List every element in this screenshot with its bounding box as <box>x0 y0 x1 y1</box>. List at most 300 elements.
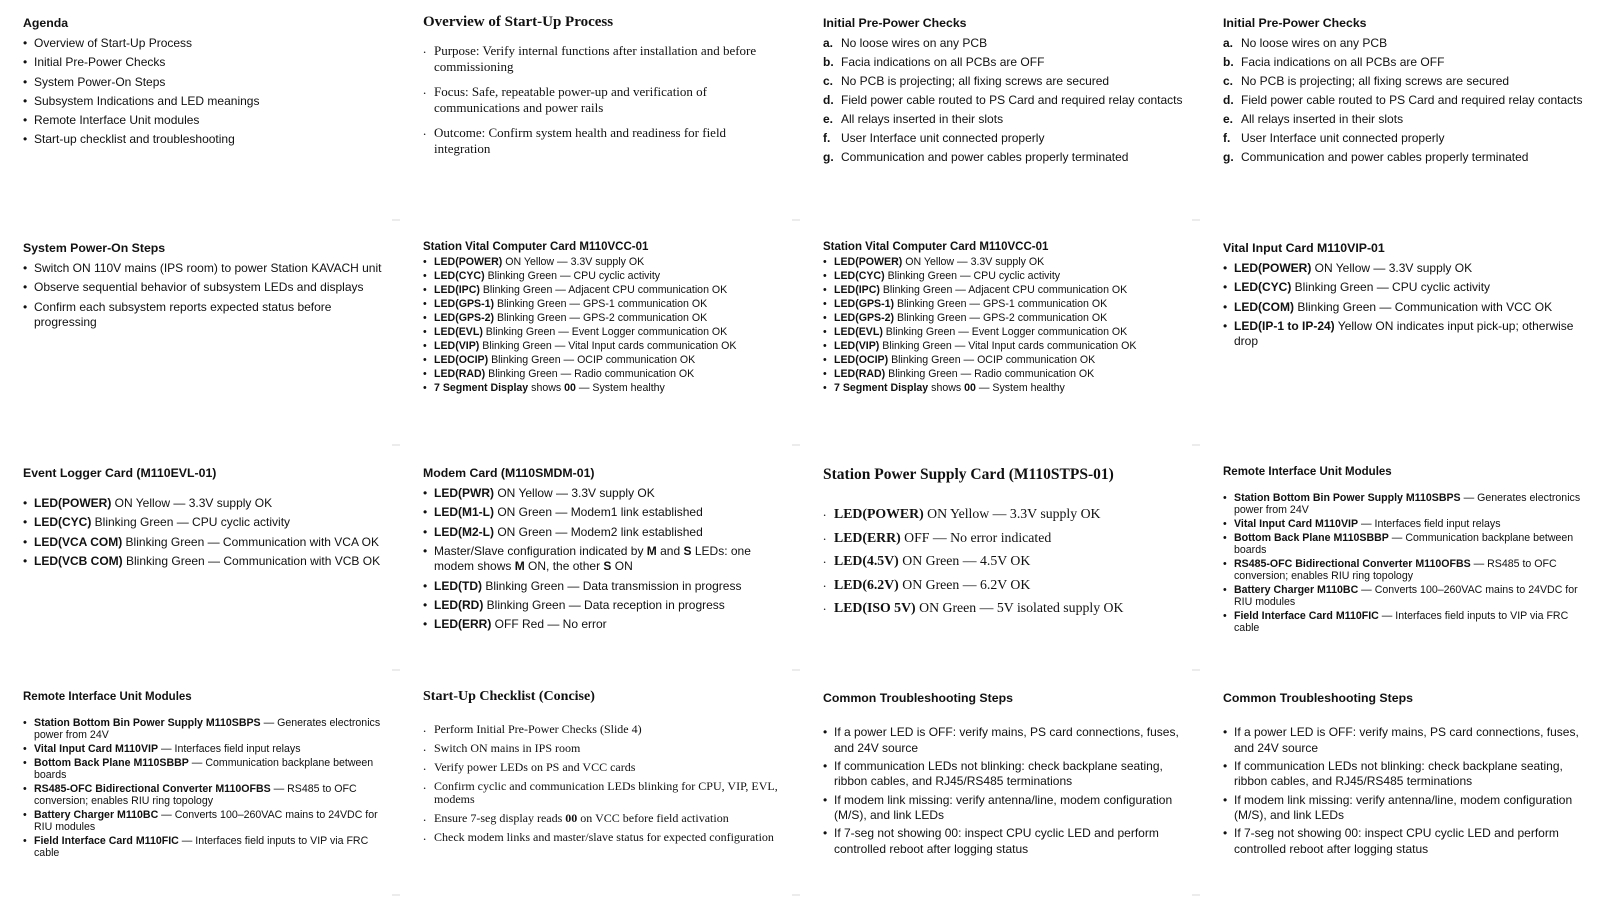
module-text: — Generates electronics power from 24V <box>1234 492 1581 516</box>
list-item <box>423 326 784 338</box>
list-item <box>423 812 784 825</box>
led-label: LED(POWER) <box>1234 261 1312 275</box>
item-text: on VCC before field activation <box>577 811 729 825</box>
list-item <box>823 553 1184 569</box>
list-item: • Overview of Start-Up Process <box>23 36 384 52</box>
modem-led-list <box>423 486 784 633</box>
slide-divider <box>1192 669 1200 671</box>
led-text: Blinking Green — CPU cyclic activity <box>484 270 661 282</box>
led-label: LED(4.5V) <box>834 553 899 568</box>
list-item <box>423 486 784 502</box>
slide-title: Overview of Start-Up Process <box>423 14 614 30</box>
list-item: • Observe sequential behavior of subsystem LEDs and displays <box>23 280 384 296</box>
list-item <box>423 598 784 614</box>
led-text: Blinking Green — CPU cyclic activity <box>1291 280 1491 295</box>
list-item <box>823 55 1184 71</box>
list-item: • Remote Interface Unit modules <box>23 113 384 129</box>
checklist-list <box>423 723 784 844</box>
led-text: Blinking Green — Event Logger communication OK <box>882 326 1128 338</box>
led-text: ON Yellow — 3.3V supply OK <box>902 256 1045 268</box>
item-letter: d. <box>1223 93 1234 107</box>
list-item <box>823 382 1184 394</box>
list-item <box>823 74 1184 90</box>
list-item <box>423 270 784 282</box>
list-item <box>823 326 1184 338</box>
list-item: • If 7-seg not showing 00: inspect CPU cyclic LED and perform controlled reboot after logging status <box>823 826 1184 857</box>
list-item <box>23 554 384 570</box>
module-text: — Interfaces field inputs to VIP via FRC cable <box>1234 610 1569 634</box>
led-label: LED(POWER) <box>434 256 503 268</box>
ms-slave: S <box>683 543 692 558</box>
item-text: All relays inserted in their slots <box>1241 112 1404 126</box>
list-item: . Check modem links and master/slave status for expected configuration <box>423 831 784 844</box>
list-item <box>823 131 1184 147</box>
slide-title: Station Vital Computer Card M110VCC-01 <box>823 241 1049 253</box>
slide-divider <box>792 219 800 221</box>
item-letter: e. <box>1223 112 1234 126</box>
slide-event-logger[interactable] <box>0 450 400 675</box>
module-label: Station Bottom Bin Power Supply M110SBPS <box>1234 492 1461 504</box>
list-item <box>823 530 1184 546</box>
list-item: . Confirm cyclic and communication LEDs blinking for CPU, VIP, EVL, modems <box>423 780 784 806</box>
list-item <box>23 535 384 551</box>
led-label: LED(6.2V) <box>834 576 899 592</box>
slide-agenda[interactable] <box>0 0 400 225</box>
slide-title: Vital Input Card M110VIP-01 <box>1223 241 1385 255</box>
seg-label: 7 Segment Display <box>434 382 529 394</box>
slide-divider <box>392 894 400 896</box>
led-label: LED(EVL) <box>434 326 483 338</box>
slide-title: Modem Card (M110SMDM-01) <box>423 466 595 480</box>
list-item <box>1223 558 1584 582</box>
list-item: . Focus: Safe, repeatable power-up and verification of communications and power rails <box>423 84 784 116</box>
list-item <box>1223 131 1584 147</box>
list-item <box>823 284 1184 296</box>
list-item: • If modem link missing: verify antenna/line, modem configuration (M/S), and link LEDs <box>823 793 1184 824</box>
item-text: No PCB is projecting; all fixing screws are secured <box>841 74 1110 88</box>
riu-list <box>23 717 384 859</box>
module-text: — Converts 100–260VAC mains to 24VDC for RIU modules <box>34 809 378 833</box>
slide-title: Common Troubleshooting Steps <box>1223 691 1413 705</box>
led-text: Blinking Green — CPU cyclic activity <box>884 270 1061 282</box>
slide-troubleshooting[interactable] <box>800 675 1200 900</box>
ms-text: ON <box>611 559 633 574</box>
module-label: Station Bottom Bin Power Supply M110SBPS <box>34 717 261 729</box>
prepower-list <box>1223 36 1584 166</box>
evl-led-list <box>23 496 384 569</box>
item-letter: g. <box>1223 150 1234 164</box>
module-text: — Communication backplane between boards <box>1234 532 1574 556</box>
led-text: Blinking Green — Adjacent CPU communication OK <box>479 284 728 296</box>
poweron-list <box>23 261 384 331</box>
slide-divider <box>792 894 800 896</box>
led-label: LED(VCB COM) <box>34 553 123 568</box>
item-letter: f. <box>823 131 831 145</box>
module-label: RS485-OFC Bidirectional Converter M110OFBS <box>34 783 271 795</box>
list-item <box>1223 532 1584 556</box>
list-item: • If a power LED is OFF: verify mains, PS card connections, fuses, and 24V source <box>823 725 1184 756</box>
list-item <box>1223 74 1584 90</box>
list-item <box>823 256 1184 268</box>
item-letter: a. <box>823 36 834 50</box>
list-item <box>823 298 1184 310</box>
led-text: ON Yellow — 3.3V supply OK <box>502 256 645 268</box>
item-text: Facia indications on all PCBs are OFF <box>1241 55 1445 69</box>
led-text: Blinking Green — GPS-1 communication OK <box>894 298 1108 310</box>
item-text: User Interface unit connected properly <box>1241 131 1445 145</box>
agenda-list <box>23 36 384 148</box>
list-item: • Start-up checklist and troubleshooting <box>23 132 384 148</box>
led-text: Blinking Green — CPU cyclic activity <box>91 515 291 530</box>
module-label: Battery Charger M110BC <box>1234 584 1359 596</box>
led-text: Yellow ON indicates input pick-up; otherwise drop <box>1234 318 1574 349</box>
led-label: LED(ERR) <box>434 617 492 632</box>
list-item <box>423 617 784 633</box>
module-label: Bottom Back Plane M110SBBP <box>1234 532 1389 544</box>
slide-divider <box>392 219 400 221</box>
led-label: LED(ISO 5V) <box>834 600 916 615</box>
list-item <box>1223 319 1584 350</box>
led-text: Blinking Green — Data reception in progress <box>483 597 725 612</box>
item-text: Field power cable routed to PS Card and required relay contacts <box>1241 93 1583 107</box>
module-text: — Generates electronics power from 24V <box>34 717 381 741</box>
list-item: . Switch ON mains in IPS room <box>423 742 784 755</box>
led-text: Blinking Green — Event Logger communication OK <box>482 326 728 338</box>
list-item <box>823 506 1184 522</box>
item-text: User Interface unit connected properly <box>841 131 1045 145</box>
module-text: — Interfaces field inputs to VIP via FRC cable <box>34 835 369 859</box>
list-item <box>823 112 1184 128</box>
item-text: No PCB is projecting; all fixing screws are secured <box>1241 74 1510 88</box>
led-label: LED(OCIP) <box>834 354 889 366</box>
list-item <box>1223 36 1584 52</box>
led-text: ON Green — Modem1 link established <box>494 505 703 520</box>
led-label: LED(GPS-2) <box>434 312 495 324</box>
item-text: Facia indications on all PCBs are OFF <box>841 55 1045 69</box>
led-label: LED(CYC) <box>834 270 885 282</box>
led-label: LED(CYC) <box>34 515 92 530</box>
list-item <box>1223 610 1584 634</box>
led-label: LED(GPS-1) <box>834 298 895 310</box>
slide-title: Event Logger Card (M110EVL-01) <box>23 466 217 480</box>
led-label: LED(RAD) <box>434 368 486 380</box>
slide-power-on-steps[interactable] <box>0 225 400 450</box>
list-item <box>1223 518 1584 530</box>
led-label: LED(CYC) <box>434 270 485 282</box>
slide-title: Station Power Supply Card (M110STPS-01) <box>823 466 1114 483</box>
item-letter: e. <box>823 112 834 126</box>
list-item <box>1223 261 1584 277</box>
module-text: — RS485 to OFC conversion; enables RIU ring topology <box>34 783 357 807</box>
led-text: Blinking Green — Radio communication OK <box>885 368 1095 380</box>
led-label: LED(OCIP) <box>434 354 489 366</box>
list-item <box>423 298 784 310</box>
list-item <box>823 150 1184 166</box>
list-item: • If 7-seg not showing 00: inspect CPU cyclic LED and perform controlled reboot after logging status <box>1223 826 1584 857</box>
list-item: . Verify power LEDs on PS and VCC cards <box>423 761 784 774</box>
list-item <box>1223 150 1584 166</box>
seg-value: 00 <box>964 382 976 394</box>
slide-vcc-card-copy[interactable] <box>800 225 1200 450</box>
led-label: LED(PWR) <box>434 486 494 500</box>
led-text: ON Green — Modem2 link established <box>494 524 703 539</box>
list-item: • Confirm each subsystem reports expected status before progressing <box>23 300 384 331</box>
slide-divider <box>792 444 800 446</box>
list-item <box>423 525 784 541</box>
item-letter: c. <box>1223 74 1234 88</box>
module-label: Battery Charger M110BC <box>34 809 159 821</box>
seg-tail: — System healthy <box>575 382 665 394</box>
item-letter: d. <box>823 93 834 107</box>
item-letter: c. <box>823 74 834 88</box>
trouble-list <box>1223 725 1584 857</box>
module-text: — Communication backplane between boards <box>34 757 374 781</box>
list-item: . Perform Initial Pre-Power Checks (Slide 4) <box>423 723 784 736</box>
item-letter: a. <box>1223 36 1234 50</box>
module-label: Vital Input Card M110VIP <box>1234 518 1359 530</box>
list-item <box>423 544 784 575</box>
led-label: LED(POWER) <box>834 506 924 521</box>
list-item: • Switch ON 110V mains (IPS room) to power Station KAVACH unit <box>23 261 384 277</box>
led-label: LED(EVL) <box>834 326 883 338</box>
led-label: LED(POWER) <box>34 496 112 510</box>
led-text: OFF — No error indicated <box>900 529 1052 545</box>
list-item <box>1223 112 1584 128</box>
slide-divider <box>1192 219 1200 221</box>
item-letter: g. <box>823 150 834 164</box>
ms-master: M <box>646 543 657 558</box>
led-label: LED(CYC) <box>1234 280 1292 295</box>
module-label: Field Interface Card M110FIC <box>1234 610 1379 622</box>
led-text: ON Yellow — 3.3V supply OK <box>923 506 1101 521</box>
slide-divider <box>1192 894 1200 896</box>
list-item <box>423 354 784 366</box>
list-item <box>23 757 384 781</box>
slide-title: Common Troubleshooting Steps <box>823 691 1013 705</box>
ms-text: ON, the other <box>524 559 604 574</box>
led-text: Blinking Green — Data transmission in progress <box>482 578 742 593</box>
led-text: OFF Red — No error <box>491 617 607 632</box>
spacer <box>23 486 384 496</box>
item-text: Communication and power cables properly terminated <box>1241 150 1529 164</box>
led-label: LED(M1-L) <box>434 505 494 520</box>
list-item <box>423 382 784 394</box>
list-item <box>823 354 1184 366</box>
list-item <box>1223 93 1584 109</box>
list-item <box>1223 584 1584 608</box>
list-item <box>823 312 1184 324</box>
list-item <box>423 284 784 296</box>
led-label: LED(GPS-1) <box>434 298 495 310</box>
list-item: • If modem link missing: verify antenna/line, modem configuration (M/S), and link LEDs <box>1223 793 1584 824</box>
slide-title: Initial Pre-Power Checks <box>823 16 967 30</box>
list-item <box>1223 492 1584 516</box>
slide-title: Agenda <box>23 16 69 30</box>
list-item <box>23 835 384 859</box>
list-item <box>823 270 1184 282</box>
module-text: — RS485 to OFC conversion; enables RIU ring topology <box>1234 558 1557 582</box>
slide-divider <box>392 444 400 446</box>
riu-list <box>1223 492 1584 634</box>
led-text: Blinking Green — Communication with VCC OK <box>1294 299 1553 314</box>
ms-text: Master/Slave configuration indicated by <box>434 543 647 558</box>
module-label: Vital Input Card M110VIP <box>34 743 159 755</box>
slide-title: Start-Up Checklist (Concise) <box>423 689 595 704</box>
led-text: Blinking Green — GPS-1 communication OK <box>494 298 708 310</box>
led-text: Blinking Green — GPS-2 communication OK <box>494 312 708 324</box>
seg-text: shows <box>928 382 965 394</box>
led-label: LED(IPC) <box>434 284 480 296</box>
list-item <box>823 93 1184 109</box>
list-item <box>823 577 1184 593</box>
module-text: — Converts 100–260VAC mains to 24VDC for RIU modules <box>1234 584 1578 608</box>
item-text: All relays inserted in their slots <box>841 112 1004 126</box>
list-item: • Initial Pre-Power Checks <box>23 55 384 71</box>
led-text: Blinking Green — Adjacent CPU communication OK <box>879 284 1128 296</box>
led-text: ON Green — 6.2V OK <box>898 576 1031 592</box>
list-item <box>423 505 784 521</box>
led-text: Blinking Green — GPS-2 communication OK <box>894 312 1108 324</box>
led-label: LED(RD) <box>434 597 484 612</box>
slide-title: Initial Pre-Power Checks <box>1223 16 1367 30</box>
led-label: LED(IPC) <box>834 284 880 296</box>
list-item <box>23 783 384 807</box>
list-item <box>823 36 1184 52</box>
item-letter: b. <box>823 55 834 69</box>
list-item <box>23 717 384 741</box>
slide-title: Remote Interface Unit Modules <box>23 691 192 703</box>
overview-list <box>423 43 784 157</box>
module-label: Bottom Back Plane M110SBBP <box>34 757 189 769</box>
list-item: • If communication LEDs not blinking: check backplane seating, ribbon cables, and RJ45/RS485 terminations <box>1223 759 1584 790</box>
spacer <box>823 496 1184 506</box>
list-item <box>1223 300 1584 316</box>
slide-overview[interactable] <box>400 0 800 225</box>
led-label: LED(POWER) <box>834 256 903 268</box>
list-item: . Purpose: Verify internal functions after installation and before commissioning <box>423 43 784 75</box>
ms-text: LEDs: one modem shows <box>434 543 751 574</box>
led-text: ON Yellow — 3.3V supply OK <box>111 496 273 510</box>
trouble-list <box>823 725 1184 857</box>
led-label: LED(TD) <box>434 578 482 593</box>
led-text: Blinking Green — Vital Input cards communication OK <box>479 340 737 352</box>
list-item <box>23 743 384 755</box>
list-item <box>423 312 784 324</box>
slide-startup-checklist[interactable] <box>400 675 800 900</box>
led-text: Blinking Green — Radio communication OK <box>485 368 695 380</box>
list-item <box>423 579 784 595</box>
ms-text: and <box>656 543 684 558</box>
slide-vcc-card[interactable] <box>400 225 800 450</box>
item-letter: b. <box>1223 55 1234 69</box>
item-text: No loose wires on any PCB <box>1241 36 1388 50</box>
slide-title: System Power-On Steps <box>23 241 166 255</box>
psu-led-list <box>823 506 1184 616</box>
list-item <box>23 515 384 531</box>
ms-slave: S <box>603 559 612 574</box>
led-text: ON Yellow — 3.3V supply OK <box>1311 261 1473 275</box>
list-item <box>423 368 784 380</box>
item-text: Communication and power cables properly terminated <box>841 150 1129 164</box>
slide-modem-card[interactable] <box>400 450 800 675</box>
list-item <box>23 809 384 833</box>
slide-troubleshooting-copy[interactable] <box>1200 675 1600 900</box>
list-item <box>823 340 1184 352</box>
slide-riu-modules[interactable] <box>1200 450 1600 675</box>
list-item <box>423 256 784 268</box>
led-label: LED(VIP) <box>834 340 880 352</box>
module-text: — Interfaces field input relays <box>1358 518 1501 530</box>
led-label: LED(GPS-2) <box>834 312 895 324</box>
led-label: LED(VCA COM) <box>34 534 123 549</box>
item-text: Field power cable routed to PS Card and required relay contacts <box>841 93 1183 107</box>
list-item: • If a power LED is OFF: verify mains, PS card connections, fuses, and 24V source <box>1223 725 1584 756</box>
module-text: — Interfaces field input relays <box>158 743 301 755</box>
led-label: LED(IP-1 to IP-24) <box>1234 318 1335 333</box>
led-text: ON Green — 5V isolated supply OK <box>915 600 1124 615</box>
list-item: . Outcome: Confirm system health and readiness for field integration <box>423 125 784 157</box>
item-value: 00 <box>565 811 578 825</box>
item-letter: f. <box>1223 131 1231 145</box>
seg-tail: — System healthy <box>975 382 1065 394</box>
vcc-led-list <box>423 256 784 394</box>
slide-power-supply-card[interactable] <box>800 450 1200 675</box>
slide-divider <box>792 669 800 671</box>
slide-prepower-checks-copy[interactable] <box>1200 0 1600 225</box>
led-label: LED(COM) <box>1234 299 1294 314</box>
list-item: • If communication LEDs not blinking: check backplane seating, ribbon cables, and RJ45/RS485 terminations <box>823 759 1184 790</box>
list-item <box>823 600 1184 616</box>
prepower-list <box>823 36 1184 166</box>
led-text: Blinking Green — OCIP communication OK <box>488 354 696 366</box>
slide-vip-card[interactable] <box>1200 225 1600 450</box>
list-item <box>23 496 384 512</box>
led-text: Blinking Green — OCIP communication OK <box>888 354 1096 366</box>
slide-divider <box>392 669 400 671</box>
slide-riu-modules-copy[interactable] <box>0 675 400 900</box>
list-item: • System Power-On Steps <box>23 75 384 91</box>
seg-value: 00 <box>564 382 576 394</box>
list-item <box>1223 280 1584 296</box>
item-text: No loose wires on any PCB <box>841 36 988 50</box>
list-item: • Subsystem Indications and LED meanings <box>23 94 384 110</box>
slide-prepower-checks[interactable] <box>800 0 1200 225</box>
led-text: Blinking Green — Vital Input cards communication OK <box>879 340 1137 352</box>
ms-master: M <box>514 559 525 574</box>
list-item <box>1223 55 1584 71</box>
slide-title: Station Vital Computer Card M110VCC-01 <box>423 241 649 253</box>
module-label: RS485-OFC Bidirectional Converter M110OFBS <box>1234 558 1471 570</box>
led-label: LED(RAD) <box>834 368 886 380</box>
seg-label: 7 Segment Display <box>834 382 929 394</box>
seg-text: shows <box>528 382 565 394</box>
list-item <box>823 368 1184 380</box>
slide-title: Remote Interface Unit Modules <box>1223 466 1392 478</box>
vcc-led-list <box>823 256 1184 394</box>
module-label: Field Interface Card M110FIC <box>34 835 179 847</box>
led-text: Blinking Green — Communication with VCB OK <box>122 553 381 568</box>
led-text: Blinking Green — Communication with VCA OK <box>122 534 379 549</box>
led-text: ON Green — 4.5V OK <box>898 553 1031 568</box>
vip-led-list <box>1223 261 1584 350</box>
led-label: LED(M2-L) <box>434 524 494 539</box>
led-label: LED(ERR) <box>834 529 901 545</box>
slide-divider <box>1192 444 1200 446</box>
item-text: Ensure 7-seg display reads <box>434 811 566 825</box>
led-text: ON Yellow — 3.3V supply OK <box>494 486 655 500</box>
led-label: LED(VIP) <box>434 340 480 352</box>
list-item <box>423 340 784 352</box>
